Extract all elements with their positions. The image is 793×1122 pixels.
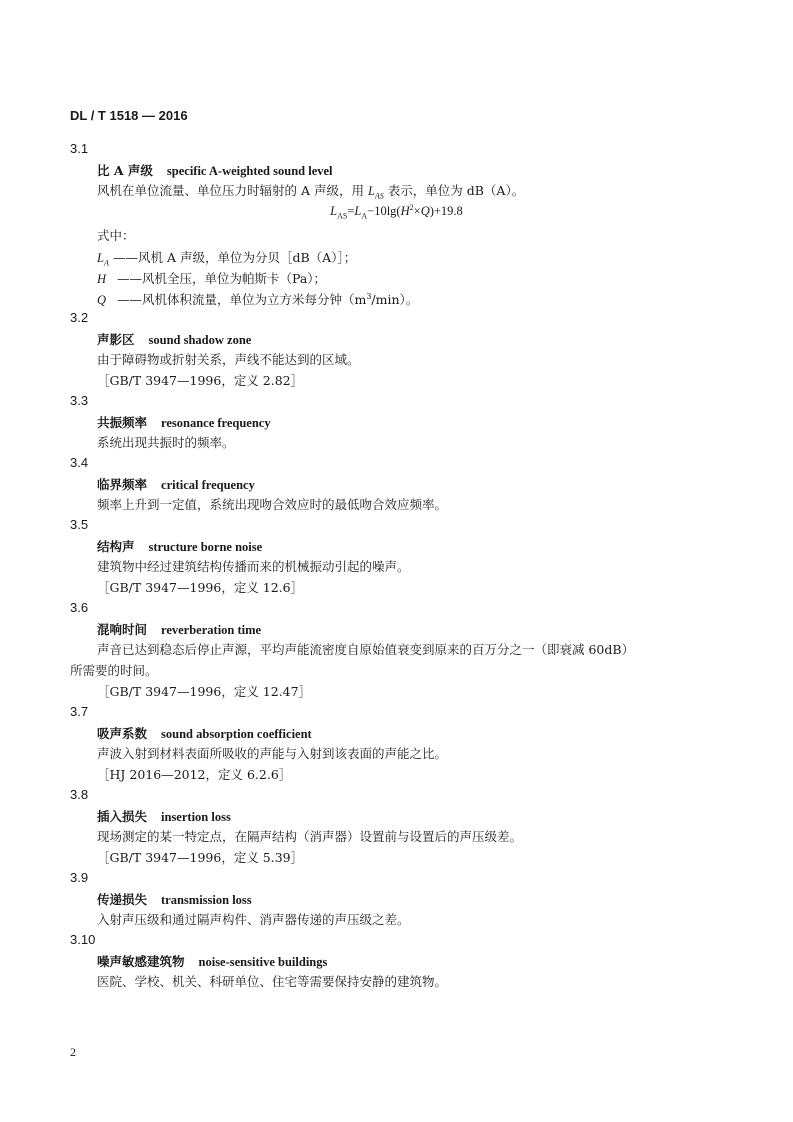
term-title bbox=[97, 413, 271, 431]
entry-number: 3.4 bbox=[70, 455, 89, 470]
variable-definition: Q ——风机体积流量，单位为立方米每分钟$(m^3/\min)$。 bbox=[97, 291, 419, 307]
term-title bbox=[97, 724, 312, 742]
term-definition: 由于障碍物或折射关系，声线不能达到的区域。 bbox=[97, 352, 360, 367]
symbol: $L_A$ bbox=[97, 251, 109, 268]
term-title bbox=[97, 620, 261, 638]
term-english: specific A-weighted sound level bbox=[166, 164, 333, 178]
term-definition: 声音已达到稳态后停止声源，平均声能流密度自原始值衰变到原来的百万分之一（即衰减 60dB） bbox=[97, 642, 635, 657]
entry-number: 3.3 bbox=[70, 393, 89, 408]
page-number: 2 bbox=[70, 1045, 76, 1059]
term-definition bbox=[97, 181, 524, 201]
term-reference: ［GB/T 3947—1996，定义 5.39］ bbox=[97, 850, 304, 865]
term-english: reverberation time bbox=[161, 623, 262, 637]
term-english: noise-sensitive buildings bbox=[198, 955, 328, 969]
where-label: 式中： bbox=[97, 228, 135, 243]
term-title bbox=[97, 807, 231, 825]
term-definition-continued: 所需要的时间。 bbox=[70, 663, 158, 678]
term-definition: 建筑物中经过建筑结构传播而来的机械振动引起的噪声。 bbox=[97, 559, 410, 574]
term-definition: 入射声压级和通过隔声构件、消声器传递的声压级之差。 bbox=[97, 912, 410, 927]
term-reference: ［GB/T 3947—1996，定义 12.6］ bbox=[97, 580, 304, 595]
term-chinese: 吸声系数 bbox=[97, 726, 148, 741]
term-definition: 医院、学校、机关、科研单位、住宅等需要保持安静的建筑物。 bbox=[97, 974, 448, 989]
term-definition: 系统出现共振时的频率。 bbox=[97, 435, 235, 450]
term-english: resonance frequency bbox=[161, 416, 271, 430]
entry-number: 3.2 bbox=[70, 310, 89, 325]
term-chinese: 声影区 bbox=[97, 332, 135, 347]
term-english: insertion loss bbox=[161, 810, 231, 824]
entry-number: 3.7 bbox=[70, 704, 89, 719]
term-chinese: 混响时间 bbox=[97, 622, 148, 637]
term-definition: 声波入射到材料表面所吸收的声能与入射到该表面的声能之比。 bbox=[97, 746, 448, 761]
term-title bbox=[97, 161, 333, 179]
symbol: $L_{AS}$ bbox=[367, 184, 384, 201]
term-english: sound shadow zone bbox=[148, 333, 252, 347]
term-chinese: 比 A 声级 bbox=[97, 163, 153, 178]
term-chinese: 传递损失 bbox=[97, 892, 148, 907]
variable-definition: $L_A$ ——风机 A 声级，单位为分贝［dB（A）］； bbox=[97, 250, 357, 268]
term-english: critical frequency bbox=[161, 478, 255, 492]
term-chinese: 临界频率 bbox=[97, 477, 148, 492]
definition-text: 风机在单位流量、单位压力时辐射的 A 声级，用 bbox=[97, 183, 368, 198]
definition-text: 表示，单位为 dB（A）。 bbox=[383, 183, 525, 198]
formula: $L_{AS}=L_A-10\lg(H^2\times Q)+19.8$ bbox=[330, 203, 463, 221]
term-chinese: 共振频率 bbox=[97, 415, 148, 430]
entry-number: 3.8 bbox=[70, 787, 89, 802]
symbol: Q bbox=[97, 293, 107, 307]
entry-number: 3.1 bbox=[70, 141, 89, 156]
term-title bbox=[97, 952, 327, 970]
entry-number: 3.9 bbox=[70, 870, 89, 885]
term-title bbox=[97, 475, 255, 493]
term-reference: ［GB/T 3947—1996，定义 2.82］ bbox=[97, 373, 304, 388]
entry-number: 3.5 bbox=[70, 517, 89, 532]
term-reference: ［GB/T 3947—1996，定义 12.47］ bbox=[97, 684, 312, 699]
term-english: structure borne noise bbox=[148, 540, 263, 554]
entry-number: 3.10 bbox=[70, 932, 96, 947]
variable-definition: H ——风机全压，单位为帕斯卡（Pa）； bbox=[97, 271, 327, 286]
term-title bbox=[97, 537, 262, 555]
term-title bbox=[97, 330, 251, 348]
term-chinese: 结构声 bbox=[97, 539, 135, 554]
symbol: H bbox=[97, 272, 107, 286]
term-chinese: 插入损失 bbox=[97, 809, 148, 824]
term-reference: ［HJ 2016—2012，定义 6.2.6］ bbox=[97, 767, 292, 782]
standard-code: DL / T 1518 — 2016 bbox=[70, 108, 188, 123]
term-definition: 频率上升到一定值，系统出现吻合效应时的最低吻合效应频率。 bbox=[97, 497, 448, 512]
term-title bbox=[97, 890, 252, 908]
entry-number: 3.6 bbox=[70, 600, 89, 615]
term-chinese: 噪声敏感建筑物 bbox=[97, 954, 185, 969]
document-header bbox=[70, 108, 188, 123]
term-definition: 现场测定的某一特定点，在隔声结构（消声器）设置前与设置后的声压级差。 bbox=[97, 829, 523, 844]
term-english: sound absorption coefficient bbox=[161, 727, 312, 741]
term-english: transmission loss bbox=[161, 893, 252, 907]
